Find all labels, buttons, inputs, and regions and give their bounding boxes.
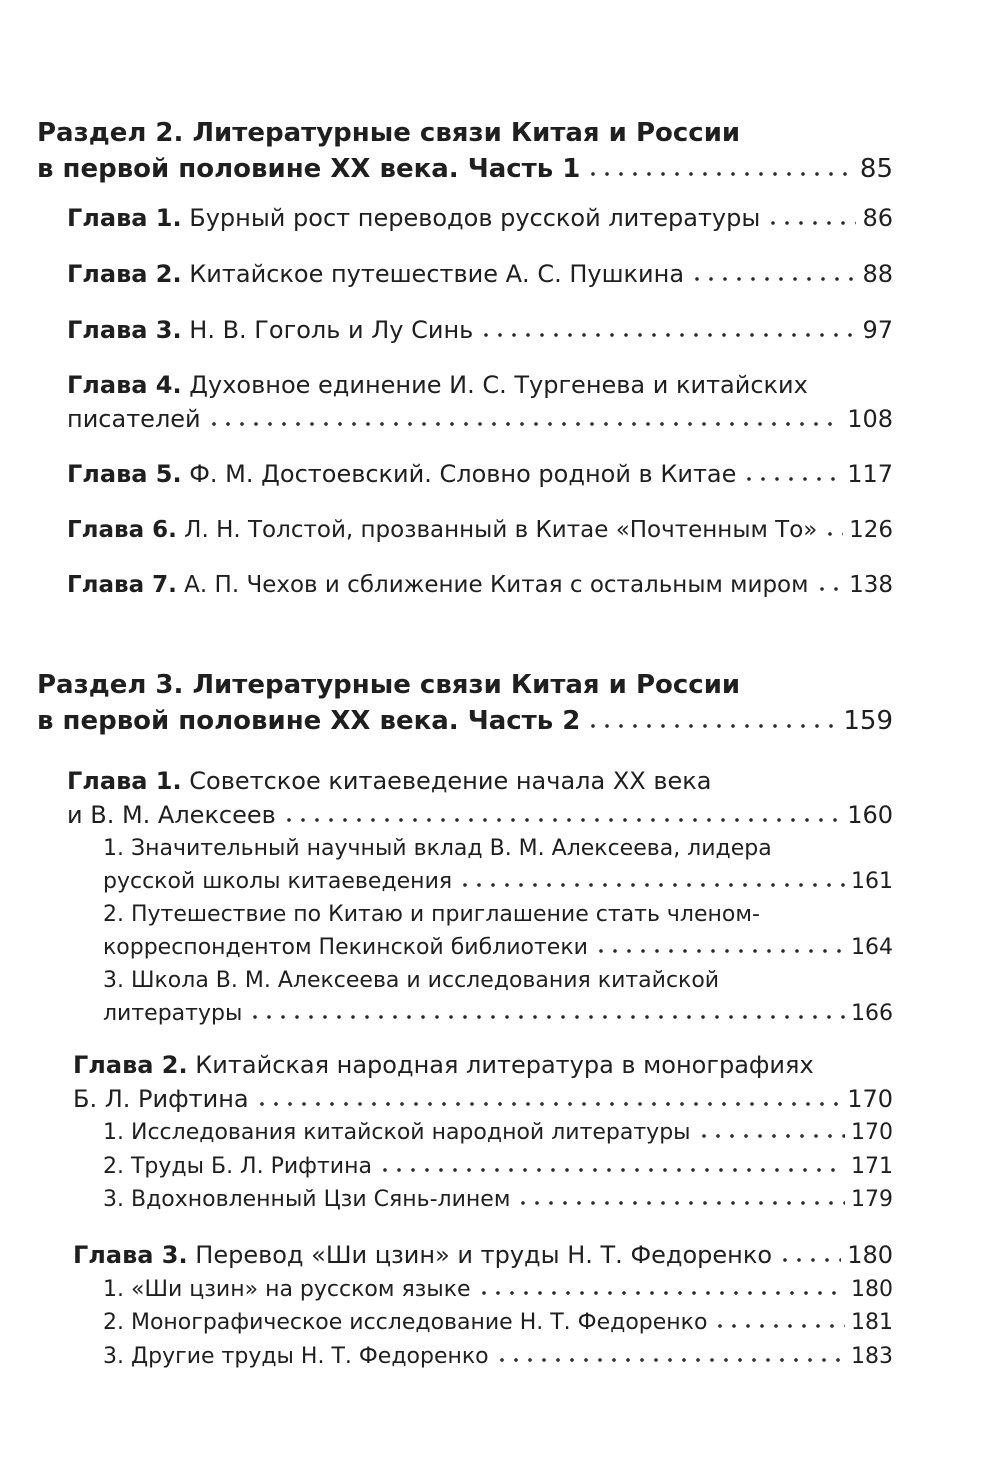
page-number: 161 [851, 869, 893, 894]
chapter-title: Б. Л. Рифтина [73, 1085, 249, 1113]
chapter-number: Глава 5. [67, 460, 182, 488]
chapter-title: А. П. Чехов и сближение Китая с остальным миром [184, 572, 809, 598]
toc-entry-chapter [67, 568, 893, 602]
page-number: 88 [862, 260, 893, 288]
leader-dots [495, 1341, 845, 1363]
toc-entry-chapter [67, 457, 893, 491]
toc-entry-chapter [67, 764, 893, 832]
page-number: 85 [859, 154, 893, 184]
toc-entry-subsection [103, 1150, 893, 1183]
chapter-number: Глава 6. [67, 517, 177, 543]
chapter-title: Бурный рост переводов русской литературы [189, 204, 761, 232]
subsection-title: 3. Вдохновленный Цзи Сянь-линем [103, 1187, 511, 1212]
chapter-title: Н. В. Гоголь и Лу Синь [189, 316, 474, 344]
leader-dots [516, 1184, 845, 1206]
leader-dots [479, 316, 856, 338]
page-number: 183 [851, 1344, 893, 1369]
toc-entry-chapter [67, 201, 893, 235]
toc-entry-subsection [103, 1306, 893, 1339]
toc-entry-chapter [67, 368, 893, 436]
subsection-title: 2. Путешествие по Китаю и приглашение стать членом- [103, 902, 760, 927]
subsection-title: 1. Значительный научный вклад В. М. Алексеева, лидера [103, 836, 772, 861]
leader-dots [742, 460, 841, 482]
section-3-heading [37, 667, 893, 739]
leader-dots [697, 1117, 845, 1139]
page-number: 160 [847, 801, 893, 829]
chapter-title: Л. Н. Толстой, прозванный в Китае «Почтенным То» [184, 517, 818, 543]
toc-entry-chapter [67, 513, 893, 547]
leader-dots [458, 866, 845, 888]
chapter-title: Китайское путешествие А. С. Пушкина [189, 260, 685, 288]
toc-entry-chapter [73, 1238, 893, 1272]
chapter-number: Глава 1. [67, 767, 182, 795]
leader-dots [378, 1151, 845, 1173]
page-number: 117 [847, 460, 893, 488]
page-number: 171 [851, 1154, 893, 1179]
toc-entry-subsection [103, 1116, 893, 1149]
chapter-title: Духовное единение И. С. Тургенева и китайских [189, 371, 808, 399]
subsection-title: 1. Исследования китайской народной литературы [103, 1120, 691, 1145]
chapter-number: Глава 2. [73, 1051, 188, 1079]
section-title-line: Раздел 3. Литературные связи Китая и России [37, 670, 741, 700]
subsection-title: 3. Школа В. М. Алексеева и исследования китайской [103, 968, 720, 993]
chapter-number: Глава 3. [73, 1241, 188, 1269]
leader-dots [586, 155, 854, 177]
page-number: 97 [862, 316, 893, 344]
subsection-title: 3. Другие труды Н. Т. Федоренко [103, 1344, 489, 1369]
subsection-title: 2. Монографическое исследование Н. Т. Федоренко [103, 1310, 708, 1335]
leader-dots [594, 932, 845, 954]
subsection-title: 1. «Ши цзин» на русском языке [103, 1277, 471, 1302]
leader-dots [477, 1274, 845, 1296]
page-number: 86 [862, 204, 893, 232]
toc-entry-subsection [103, 964, 893, 1030]
subsection-title: корреспондентом Пекинской библиотеки [103, 935, 588, 960]
leader-dots [248, 998, 845, 1020]
leader-dots [255, 1085, 842, 1107]
leader-dots [778, 1241, 841, 1263]
page-number: 108 [847, 405, 893, 433]
chapter-title: Перевод «Ши цзин» и труды Н. Т. Федоренко [195, 1241, 773, 1269]
page-number: 126 [849, 517, 893, 543]
chapter-title: и В. М. Алексеев [67, 801, 276, 829]
section-title-line: в первой половине XX века. Часть 1 [37, 154, 581, 184]
toc-entry-subsection [103, 898, 893, 964]
chapter-title: Китайская народная литература в монографиях [195, 1051, 814, 1079]
page-number: 180 [847, 1241, 893, 1269]
section-title-line: Раздел 2. Литературные связи Китая и России [37, 118, 741, 148]
toc-leader-line [37, 151, 893, 187]
section-title-line: в первой половине XX века. Часть 2 [37, 706, 581, 736]
toc-entry-chapter [67, 257, 893, 291]
toc-entry-subsection [103, 832, 893, 898]
page-number: 164 [851, 935, 893, 960]
subsection-title: 2. Труды Б. Л. Рифтина [103, 1154, 372, 1179]
page-number: 170 [847, 1085, 893, 1113]
chapter-number: Глава 3. [67, 316, 182, 344]
leader-dots [823, 515, 843, 537]
leader-dots [586, 707, 837, 729]
toc-entry-chapter [67, 313, 893, 347]
toc-leader-line [37, 703, 893, 739]
chapter-title: Ф. М. Достоевский. Словно родной в Китае [189, 460, 737, 488]
leader-dots [815, 570, 844, 592]
toc-entry-subsection [103, 1273, 893, 1306]
subsection-title: русской школы китаеведения [103, 869, 453, 894]
page-number: 181 [851, 1310, 893, 1335]
page-number: 138 [849, 572, 893, 598]
leader-dots [713, 1307, 845, 1329]
section-2-heading [37, 115, 893, 187]
toc-entry-chapter [73, 1048, 893, 1116]
page-number: 179 [851, 1187, 893, 1212]
chapter-number: Глава 1. [67, 204, 182, 232]
page-number: 180 [851, 1277, 893, 1302]
subsection-title: литературы [103, 1001, 243, 1026]
chapter-title: Советское китаеведение начала XX века [189, 767, 712, 795]
chapter-number: Глава 4. [67, 371, 182, 399]
toc-entry-subsection [103, 1183, 893, 1216]
leader-dots [282, 801, 841, 823]
chapter-title: писателей [67, 405, 201, 433]
chapter-number: Глава 7. [67, 572, 177, 598]
page-number: 166 [851, 1001, 893, 1026]
leader-dots [207, 405, 842, 427]
toc-entry-subsection [103, 1340, 893, 1373]
chapter-number: Глава 2. [67, 260, 182, 288]
leader-dots [766, 204, 856, 226]
page-number: 170 [851, 1120, 893, 1145]
page-number: 159 [843, 706, 893, 736]
leader-dots [690, 260, 856, 282]
